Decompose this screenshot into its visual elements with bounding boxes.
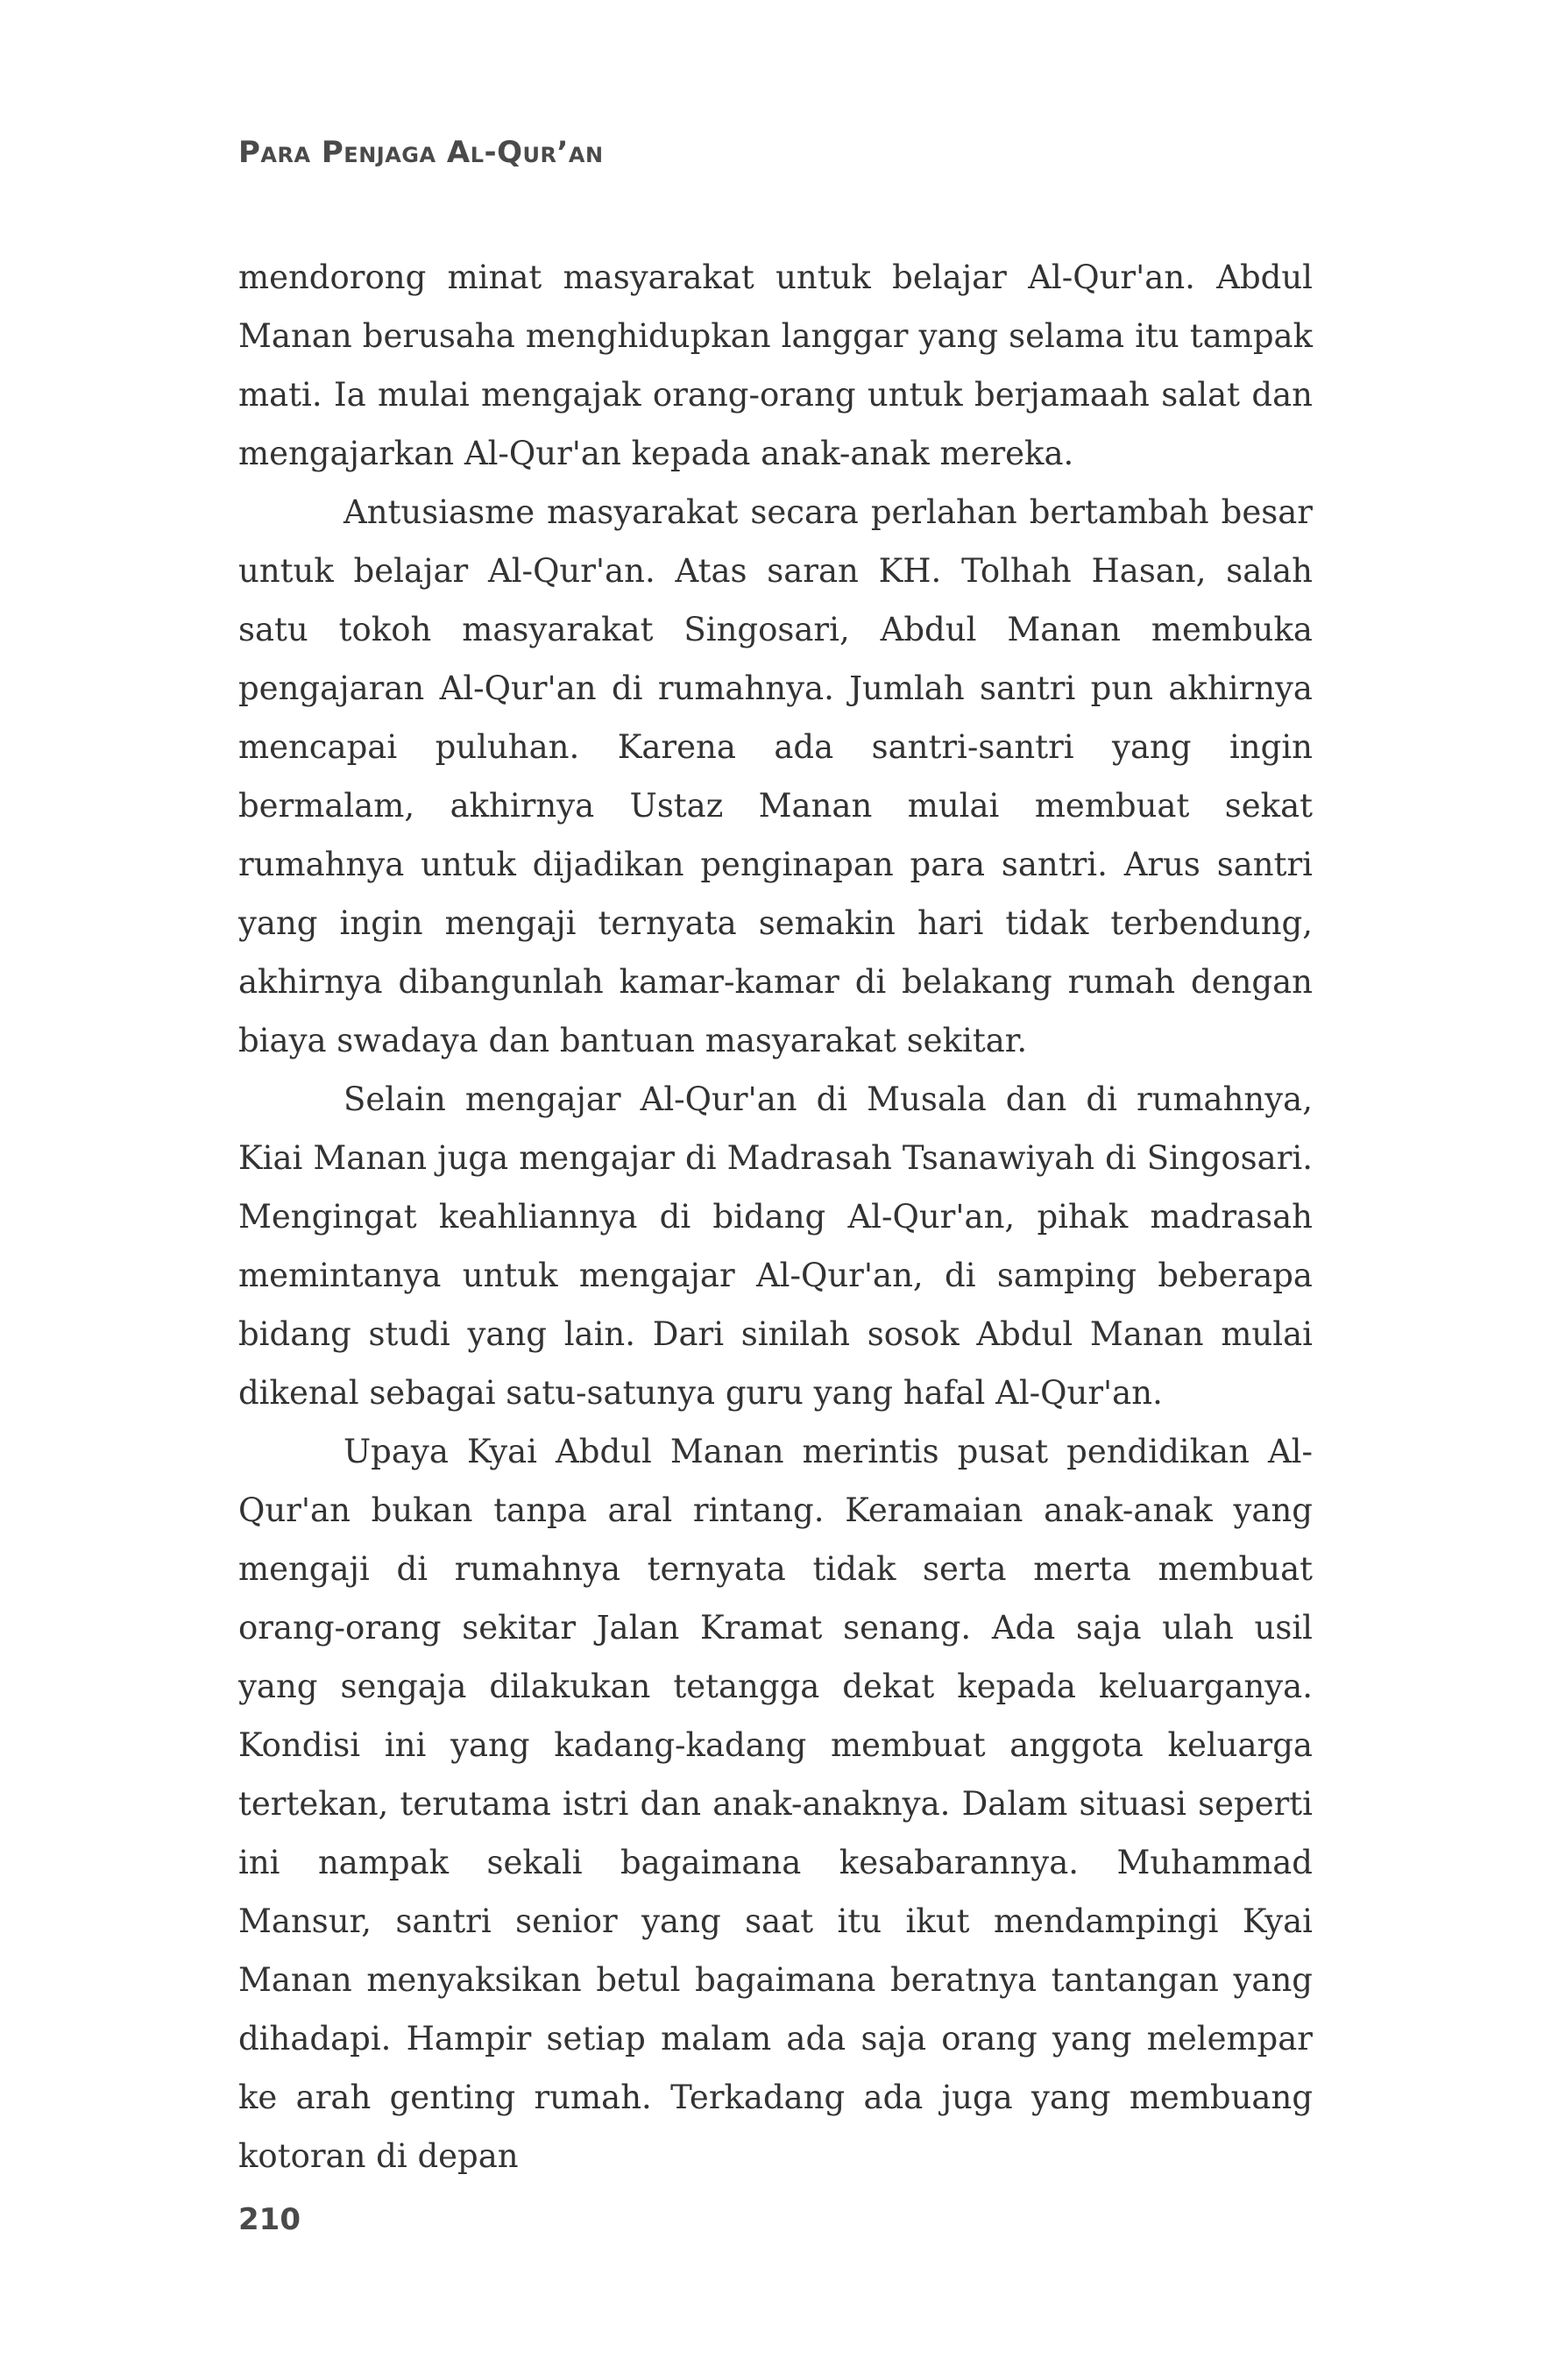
- paragraph-3: Selain mengajar Al-Qur'an di Musala dan di rumahnya, Kiai Manan juga mengajar di Madrasah Tsanawiyah di Singosari. Mengingat keahliannya di bidang Al-Qur'an, pihak madrasah memintanya untuk mengajar Al-Qur'an, di samping beberapa bidang studi yang lain. Dari sinilah sosok Abdul Manan mulai dikenal sebagai satu-satunya guru yang hafal Al-Qur'an.: [238, 1080, 1313, 1412]
- running-header: Para Penjaga Al-Qur’an: [238, 135, 604, 170]
- paragraph-2: Antusiasme masyarakat secara perlahan bertambah besar untuk belajar Al-Qur'an. Atas saran KH. Tolhah Hasan, salah satu tokoh masyarakat Singosari, Abdul Manan membuka pengajaran Al-Qur'an di rumahnya. Jumlah santri pun akhirnya mencapai puluhan. Karena ada santri-santri yang ingin bermalam, akhirnya Ustaz Manan mulai membuat sekat rumahnya untuk dijadikan penginapan para santri. Arus santri yang ingin mengaji ternyata semakin hari tidak terbendung, akhirnya dibangunlah kamar-kamar di belakang rumah dengan biaya swadaya dan bantuan masyarakat sekitar.: [238, 493, 1313, 1059]
- paragraph-4: Upaya Kyai Abdul Manan merintis pusat pendidikan Al-Qur'an bukan tanpa aral rintang. Keramaian anak-anak yang mengaji di rumahnya ternyata tidak serta merta membuat orang-orang sekitar Jalan Kramat senang. Ada saja ulah usil yang sengaja dilakukan tetangga dekat kepada keluarganya. Kondisi ini yang kadang-kadang membuat anggota keluarga tertekan, terutama istri dan anak-anaknya. Dalam situasi seperti ini nampak sekali bagaimana kesabarannya. Muhammad Mansur, santri senior yang saat itu ikut mendampingi Kyai Manan menyaksikan betul bagaimana beratnya tantangan yang dihadapi. Hampir setiap malam ada saja orang yang melempar ke arah genting rumah. Terkadang ada juga yang membuang kotoran di depan: [238, 1433, 1313, 2175]
- page-body: [238, 248, 1313, 2185]
- paragraph-1: mendorong minat masyarakat untuk belajar Al-Qur'an. Abdul Manan berusaha menghidupkan langgar yang selama itu tampak mati. Ia mulai mengajak orang-orang untuk berjamaah salat dan mengajarkan Al-Qur'an kepada anak-anak mereka.: [238, 259, 1313, 472]
- page-number: 210: [238, 2202, 301, 2237]
